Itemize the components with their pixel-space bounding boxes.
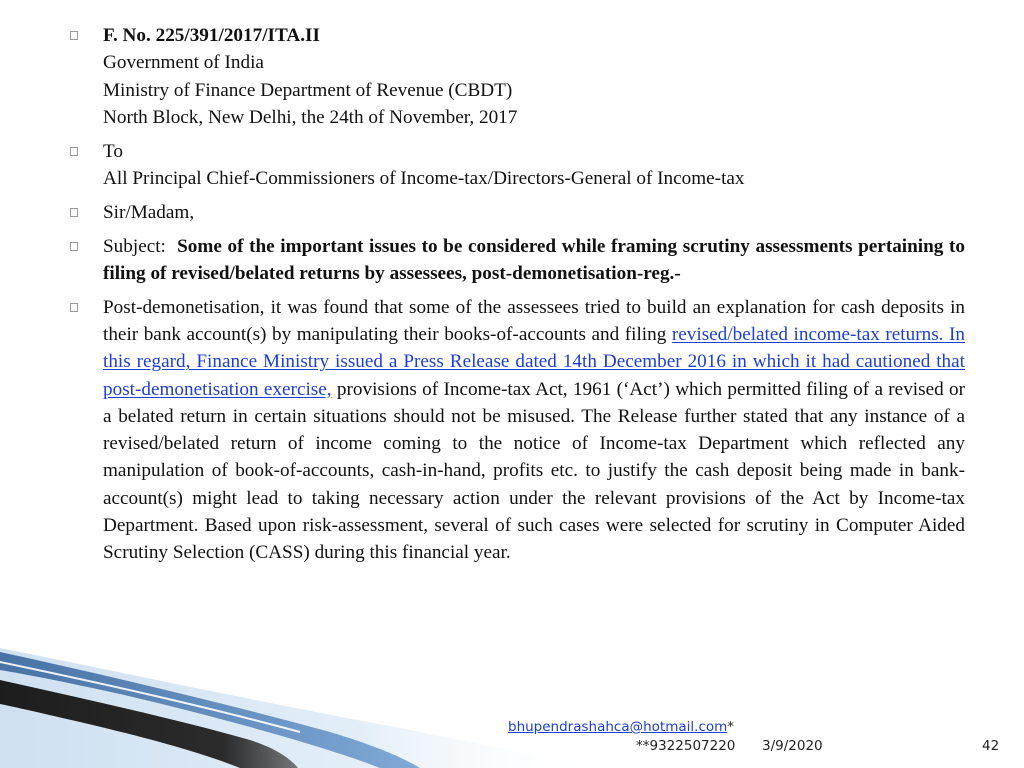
slide-body: [70, 22, 965, 573]
addressee-block: [70, 138, 965, 193]
header-line-address-date: North Block, New Delhi, the 24th of November, 2017: [103, 106, 518, 128]
bullet-box-icon: [70, 31, 78, 40]
subject-block: [70, 233, 965, 288]
footer-date: 3/9/2020: [762, 738, 823, 754]
header-line-government: Government of India: [103, 52, 264, 74]
body-intro: Post-demonetisation, it was found that some of the assessees tried to build an explanation for cash deposits in their bank account(s) by manipulating their books-of-accounts and filing: [103, 296, 965, 345]
salutation-block: [70, 199, 965, 226]
bullet-box-icon: [70, 208, 78, 217]
salutation: Sir/Madam,: [103, 201, 195, 223]
body-link-revised-returns[interactable]: revised/belated income-tax returns. In this regard, Finance Ministry issued a: [103, 323, 965, 373]
email-link[interactable]: bhupendrashahca@hotmail.com: [508, 719, 728, 735]
subject-label: Subject:: [103, 235, 166, 257]
press-release-link[interactable]: Press Release dated 14th December 2016: [403, 351, 726, 373]
to-label: To: [103, 140, 123, 162]
page-number: 42: [982, 738, 1000, 754]
header-block: [70, 22, 965, 131]
body-rest: provisions of Income-tax Act, 1961 (‘Act’) which permitted filing of a revised or a belated return in certain situations should not be misused. The Release further stated that any instance of a revised/belated return of income coming to the notice of Income-tax Department which reflected any manipulation of book-of-accounts, cash-in-hand, profits etc. to justify the cash deposit being made in bank-account(s) might lead to taking necessary action under the relevant provisions of the Act by Income-tax Department. Based upon risk-assessment, several of such cases were selected for scrutiny in Computer Aided Scrutiny Selection (CASS) during this financial year.: [103, 378, 965, 564]
bullet-box-icon: [70, 303, 78, 312]
file-number: F. No. 225/391/2017/ITA.II: [103, 25, 320, 46]
body-link-caution[interactable]: in which it had cautioned that post-demonetisation exercise,: [103, 351, 966, 400]
to-recipient: All Principal Chief-Commissioners of Income-tax/Directors-General of Income-tax: [103, 167, 745, 189]
footer-phone: **9322507220: [636, 738, 736, 754]
email-suffix: *: [727, 719, 735, 735]
body-paragraph: [70, 294, 965, 567]
footer-email: [508, 719, 734, 735]
header-line-ministry: Ministry of Finance Department of Revenue (CBDT): [103, 79, 513, 101]
subject-text: Some of the important issues to be considered while framing scrutiny assessments pertaining to filing of revised/belated returns by assessees, post-demonetisation-reg.-: [103, 235, 965, 284]
bullet-box-icon: [70, 147, 78, 156]
bullet-box-icon: [70, 242, 78, 251]
